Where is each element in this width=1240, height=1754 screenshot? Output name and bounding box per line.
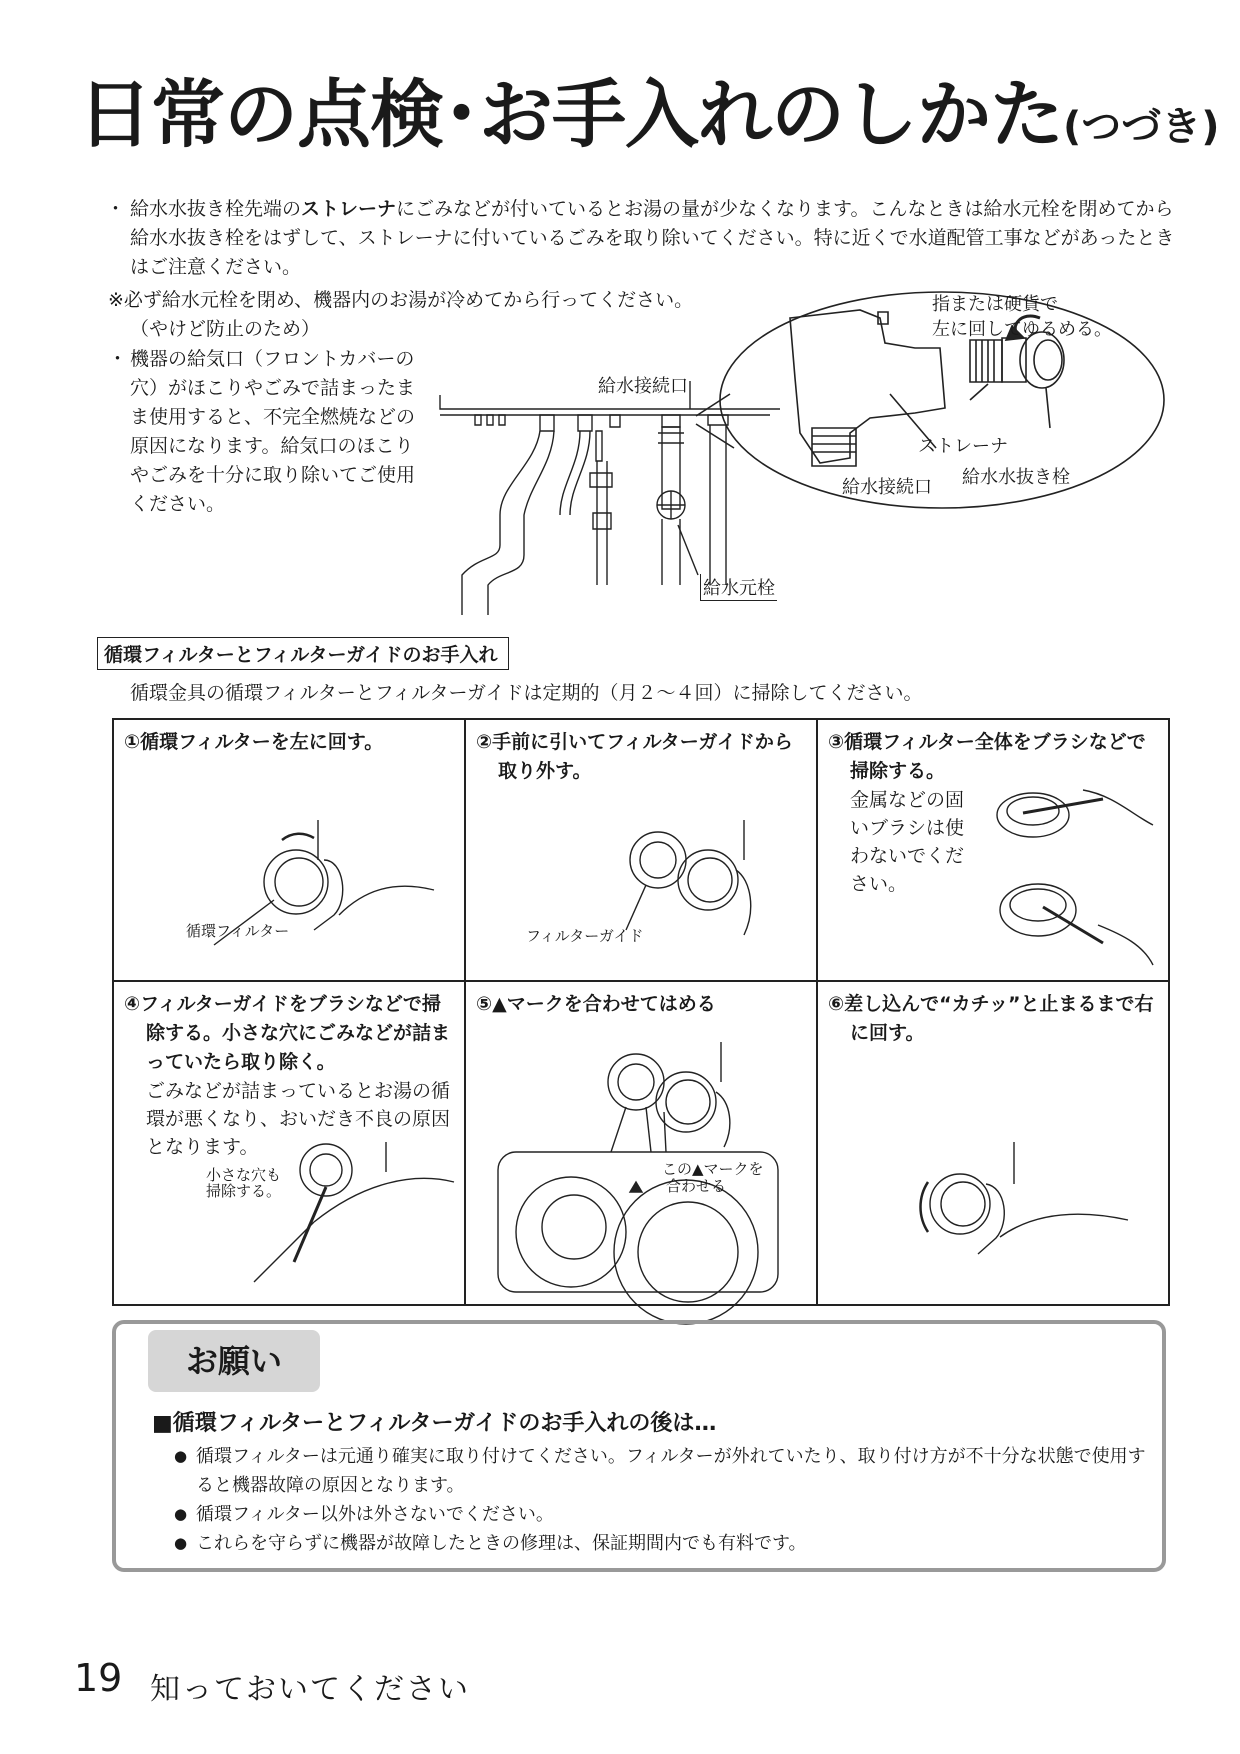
step-2-caption: フィルターガイド <box>526 927 644 945</box>
step-6-illustration <box>918 1142 1138 1282</box>
step-1-title: ①循環フィルターを左に回す。 <box>124 731 384 753</box>
label-supply-valve: 給水元栓 <box>700 574 777 601</box>
label-drain-plug: 給水水抜き栓 <box>962 467 1070 488</box>
label-connection-top: 給水接続口 <box>598 376 688 397</box>
filter-steps-grid <box>112 718 1170 1306</box>
step-2-title-wrap <box>476 728 808 786</box>
step-4-title: ④フィルターガイドをブラシなどで掃除する。小さな穴にごみなどが詰まっていたら取り除く。 <box>124 993 451 1073</box>
step-4-title-wrap <box>124 990 456 1161</box>
page-title-main: 日常の点検･お手入れのしかた <box>78 72 1063 158</box>
filter-section-heading: 循環フィルターとフィルターガイドのお手入れ <box>97 637 509 670</box>
step-2-title: ②手前に引いてフィルターガイドから取り外す。 <box>476 731 793 782</box>
label-instruction-2: 左に回してゆるめる。 <box>932 319 1112 340</box>
strainer-keyword: ストレーナ <box>301 198 397 220</box>
step-4-illustration <box>254 1142 454 1292</box>
caution-sub-text: （やけど防止のため） <box>130 318 321 340</box>
intro-text-pre: 給水水抜き栓先端の <box>130 198 302 220</box>
step-3 <box>817 719 1169 981</box>
footer-section-title: 知っておいてください <box>150 1672 470 1707</box>
step-6-title: ⑥差し込んで“カチッ”と止まるまで右に回す。 <box>828 993 1154 1044</box>
notice-item: ● 循環フィルター以外は外さないでください。 <box>174 1500 1154 1529</box>
step-5-caption-2: 合わせる <box>666 1177 727 1195</box>
step-3-note: 金属などの固いブラシは使わないでください。 <box>850 789 965 895</box>
notice-box <box>112 1320 1166 1572</box>
step-4-caption-2: 掃除する。 <box>206 1182 282 1200</box>
page-number: 19 <box>74 1656 123 1700</box>
step-6-title-wrap <box>828 990 1160 1048</box>
step-4-caption-1: 小さな穴も <box>206 1166 282 1184</box>
step-3-title: ③循環フィルター全体をブラシなどで掃除する。 <box>828 731 1146 782</box>
intro-paragraph-strainer <box>110 195 1180 282</box>
caution-text: ※必ず給水元栓を閉め、機器内のお湯が冷めてから行ってください。 <box>108 289 694 311</box>
filter-section-description: 循環金具の循環フィルターとフィルターガイドは定期的（月２～４回）に掃除してください。 <box>130 682 923 704</box>
air-inlet-note: ・ 機器の給気口（フロントカバーの穴）がほこりやごみで詰まったまま使用すると、不完全燃焼などの原因になります。給気口のほこりやごみを十分に取り除いてご使用ください。 <box>130 345 430 519</box>
page-title <box>78 72 1220 158</box>
step-1-caption: 循環フィルター <box>186 922 290 940</box>
page-title-sub: (つづき) <box>1063 104 1220 150</box>
label-strainer: ストレーナ <box>918 436 1008 457</box>
notice-item: ● これらを守らずに機器が故障したときの修理は、保証期間内でも有料です。 <box>174 1529 1154 1558</box>
intro-text <box>110 195 1180 282</box>
caution-note <box>108 286 758 344</box>
label-instruction-1: 指または硬貨で <box>932 294 1058 315</box>
label-supply-connection: 給水接続口 <box>842 477 932 498</box>
step-4-note: ごみなどが詰まっているとお湯の循環が悪くなり、おいだき不良の原因となります。 <box>146 1080 451 1158</box>
step-5-caption-1: この▲マークを <box>662 1160 764 1178</box>
intro-text-post: にごみなどが付いているとお湯の量が少なくなります。こんなときは給水元栓を閉めてから給水水抜き栓をはずして、ストレーナに付いているごみを取り除いてください。特に近くで水道配管工事などがあったときはご注意ください。 <box>130 198 1175 278</box>
notice-item: ● 循環フィルターは元通り確実に取り付けてください。フィルターが外れていたり、取り付け方が不十分な状態で使用すると機器故障の原因となります。 <box>174 1442 1154 1500</box>
step-2-illustration <box>626 810 806 950</box>
notice-heading: ■循環フィルターとフィルターガイドのお手入れの後は… <box>152 1411 717 1436</box>
notice-list <box>174 1442 1154 1558</box>
notice-label: お願い <box>148 1330 320 1392</box>
step-1 <box>113 719 465 981</box>
step-2 <box>465 719 817 981</box>
step-3-illustration <box>993 775 1163 975</box>
step-4 <box>113 981 465 1305</box>
step-5-title: ⑤▲マークを合わせてはめる <box>476 993 716 1015</box>
step-5 <box>465 981 817 1305</box>
step-6 <box>817 981 1169 1305</box>
